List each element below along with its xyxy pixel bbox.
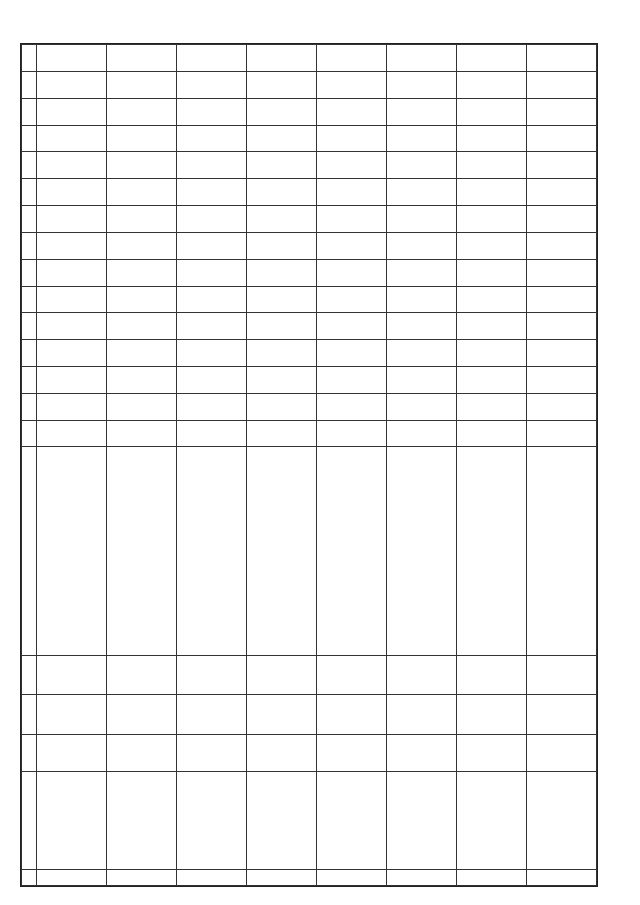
header-cell-3 xyxy=(22,734,37,772)
table-cell xyxy=(177,125,247,152)
header-cell-11 xyxy=(22,313,37,340)
table-cell xyxy=(457,259,527,286)
table-cell xyxy=(527,695,597,734)
table-cell xyxy=(527,232,597,259)
table-cell xyxy=(457,179,527,206)
table-row-2 xyxy=(107,45,177,886)
table-cell xyxy=(107,420,177,447)
table-cell xyxy=(247,420,317,447)
table-cell xyxy=(457,734,527,772)
table-cell xyxy=(317,393,387,420)
table-cell xyxy=(107,179,177,206)
table-cell xyxy=(527,366,597,393)
table-cell xyxy=(107,45,177,72)
table-cell xyxy=(107,72,177,99)
table-cell xyxy=(247,45,317,72)
table-cell xyxy=(317,72,387,99)
table-cell xyxy=(247,734,317,772)
header-cell-9 xyxy=(22,366,37,393)
header-cell-13 xyxy=(22,259,37,286)
table-cell xyxy=(37,232,107,259)
table-cell xyxy=(457,366,527,393)
header-cell-18 xyxy=(22,125,37,152)
table-cell xyxy=(527,125,597,152)
table-cell xyxy=(247,98,317,125)
table-cell xyxy=(107,447,177,655)
table-cell xyxy=(177,366,247,393)
table-cell xyxy=(317,259,387,286)
table-cell xyxy=(317,695,387,734)
table-body xyxy=(37,45,597,886)
table-cell xyxy=(107,98,177,125)
table-cell xyxy=(387,45,457,72)
table-cell xyxy=(457,152,527,179)
table-cell xyxy=(247,366,317,393)
table-cell xyxy=(457,772,527,870)
table-cell xyxy=(387,179,457,206)
table-cell xyxy=(107,152,177,179)
table-cell xyxy=(107,206,177,233)
table-cell xyxy=(317,98,387,125)
table-cell xyxy=(247,152,317,179)
table-cell xyxy=(527,179,597,206)
table-cell xyxy=(387,655,457,694)
table-cell xyxy=(387,870,457,886)
table-cell xyxy=(177,393,247,420)
table-cell xyxy=(177,420,247,447)
table-cell xyxy=(107,259,177,286)
header-cell-12 xyxy=(22,286,37,313)
header-cell-21 xyxy=(22,45,37,72)
table-cell xyxy=(387,447,457,655)
table-cell xyxy=(527,420,597,447)
table-row-5 xyxy=(317,45,387,886)
header-cell-17 xyxy=(22,152,37,179)
table-cell xyxy=(387,125,457,152)
table-cell xyxy=(317,286,387,313)
table-cell xyxy=(387,734,457,772)
header-cell-2 xyxy=(22,772,37,870)
header-cell-14 xyxy=(22,232,37,259)
table-cell xyxy=(317,366,387,393)
table-cell xyxy=(107,286,177,313)
header-cell-8 xyxy=(22,393,37,420)
table-cell xyxy=(387,393,457,420)
table-cell xyxy=(247,72,317,99)
table-cell xyxy=(387,313,457,340)
table-cell xyxy=(37,366,107,393)
table-cell xyxy=(247,125,317,152)
header-cell-7 xyxy=(22,420,37,447)
table-cell xyxy=(527,734,597,772)
table-cell xyxy=(37,340,107,367)
table-cell xyxy=(37,45,107,72)
table-cell xyxy=(37,447,107,655)
table-cell xyxy=(177,734,247,772)
table-row-4 xyxy=(247,45,317,886)
header-cell-15 xyxy=(22,206,37,233)
table-cell xyxy=(527,152,597,179)
table-cell xyxy=(177,72,247,99)
table-cell xyxy=(247,313,317,340)
table-cell xyxy=(527,72,597,99)
table-cell xyxy=(457,340,527,367)
table-cell xyxy=(177,340,247,367)
table-cell xyxy=(387,420,457,447)
table-cell xyxy=(387,232,457,259)
table-cell xyxy=(177,286,247,313)
table-cell xyxy=(247,655,317,694)
table-cell xyxy=(527,286,597,313)
table-cell xyxy=(37,152,107,179)
table-cell xyxy=(317,420,387,447)
table-cell xyxy=(37,734,107,772)
equipment-table xyxy=(21,44,597,886)
table-cell xyxy=(107,734,177,772)
table-cell xyxy=(527,870,597,886)
table-cell xyxy=(527,45,597,72)
rotated-table-sheet xyxy=(20,43,598,887)
table-cell xyxy=(177,313,247,340)
table-cell xyxy=(177,45,247,72)
header-cell-1 xyxy=(22,870,37,886)
table-row-3 xyxy=(177,45,247,886)
table-cell xyxy=(527,340,597,367)
header-cell-19 xyxy=(22,98,37,125)
table-cell xyxy=(457,870,527,886)
header-cell-16 xyxy=(22,179,37,206)
table-cell xyxy=(37,179,107,206)
table-row-8 xyxy=(527,45,597,886)
table-cell xyxy=(177,695,247,734)
table-cell xyxy=(247,772,317,870)
table-cell xyxy=(527,206,597,233)
table-cell xyxy=(37,286,107,313)
table-cell xyxy=(37,393,107,420)
table-cell xyxy=(107,393,177,420)
table-cell xyxy=(317,655,387,694)
table-cell xyxy=(317,734,387,772)
table-cell xyxy=(457,655,527,694)
table-cell xyxy=(457,393,527,420)
table-cell xyxy=(37,98,107,125)
table-cell xyxy=(317,340,387,367)
table-cell xyxy=(107,870,177,886)
header-cell-10 xyxy=(22,340,37,367)
table-cell xyxy=(527,313,597,340)
table-cell xyxy=(317,152,387,179)
table-cell xyxy=(387,72,457,99)
table-row-1 xyxy=(37,45,107,886)
table-cell xyxy=(317,125,387,152)
table-cell xyxy=(247,870,317,886)
table-cell xyxy=(107,655,177,694)
table-cell xyxy=(317,206,387,233)
table-cell xyxy=(457,98,527,125)
table-cell xyxy=(457,125,527,152)
table-cell xyxy=(247,232,317,259)
header-cell-5 xyxy=(22,655,37,694)
table-cell xyxy=(527,655,597,694)
table-cell xyxy=(457,72,527,99)
table-cell xyxy=(177,870,247,886)
table-cell xyxy=(317,232,387,259)
table-cell xyxy=(527,393,597,420)
table-cell xyxy=(387,259,457,286)
table-cell xyxy=(37,259,107,286)
table-cell xyxy=(457,232,527,259)
table-cell xyxy=(177,447,247,655)
table-cell xyxy=(107,695,177,734)
table-row-7 xyxy=(457,45,527,886)
table-header-row xyxy=(22,45,37,886)
table-cell xyxy=(247,393,317,420)
table-cell xyxy=(457,420,527,447)
table-cell xyxy=(177,206,247,233)
table-cell xyxy=(177,98,247,125)
table-cell xyxy=(37,870,107,886)
table-cell xyxy=(317,447,387,655)
table-cell xyxy=(107,313,177,340)
header-cell-6 xyxy=(22,447,37,655)
table-cell xyxy=(107,232,177,259)
table-cell xyxy=(37,420,107,447)
table-cell xyxy=(527,259,597,286)
table-cell xyxy=(247,206,317,233)
table-cell xyxy=(457,286,527,313)
table-cell xyxy=(317,45,387,72)
table-cell xyxy=(387,152,457,179)
table-cell xyxy=(37,313,107,340)
table-cell xyxy=(317,179,387,206)
table-cell xyxy=(387,340,457,367)
table-cell xyxy=(457,206,527,233)
table-cell xyxy=(317,870,387,886)
table-cell xyxy=(527,447,597,655)
table-cell xyxy=(317,772,387,870)
table-cell xyxy=(247,286,317,313)
table-cell xyxy=(177,179,247,206)
table-cell xyxy=(177,772,247,870)
table-cell xyxy=(177,655,247,694)
table-cell xyxy=(107,366,177,393)
table-cell xyxy=(37,206,107,233)
table-cell xyxy=(527,772,597,870)
table-cell xyxy=(107,340,177,367)
header-cell-4 xyxy=(22,695,37,734)
table-cell xyxy=(387,206,457,233)
table-cell xyxy=(37,655,107,694)
table-cell xyxy=(317,313,387,340)
table-cell xyxy=(387,286,457,313)
table-cell xyxy=(37,125,107,152)
header-cell-20 xyxy=(22,72,37,99)
table-cell xyxy=(387,98,457,125)
table-cell xyxy=(247,179,317,206)
table-cell xyxy=(247,340,317,367)
table-cell xyxy=(527,98,597,125)
table-header xyxy=(22,45,37,886)
table-cell xyxy=(387,695,457,734)
table-cell xyxy=(387,366,457,393)
table-cell xyxy=(177,259,247,286)
table-cell xyxy=(37,72,107,99)
table-cell xyxy=(457,695,527,734)
table-cell xyxy=(247,695,317,734)
table-cell xyxy=(457,447,527,655)
table-row-6 xyxy=(387,45,457,886)
table-cell xyxy=(37,772,107,870)
table-cell xyxy=(177,152,247,179)
table-cell xyxy=(247,259,317,286)
table-cell xyxy=(457,313,527,340)
table-cell xyxy=(107,125,177,152)
table-cell xyxy=(247,447,317,655)
table-cell xyxy=(387,772,457,870)
table-cell xyxy=(37,695,107,734)
table-cell xyxy=(457,45,527,72)
table-cell xyxy=(177,232,247,259)
table-cell xyxy=(107,772,177,870)
